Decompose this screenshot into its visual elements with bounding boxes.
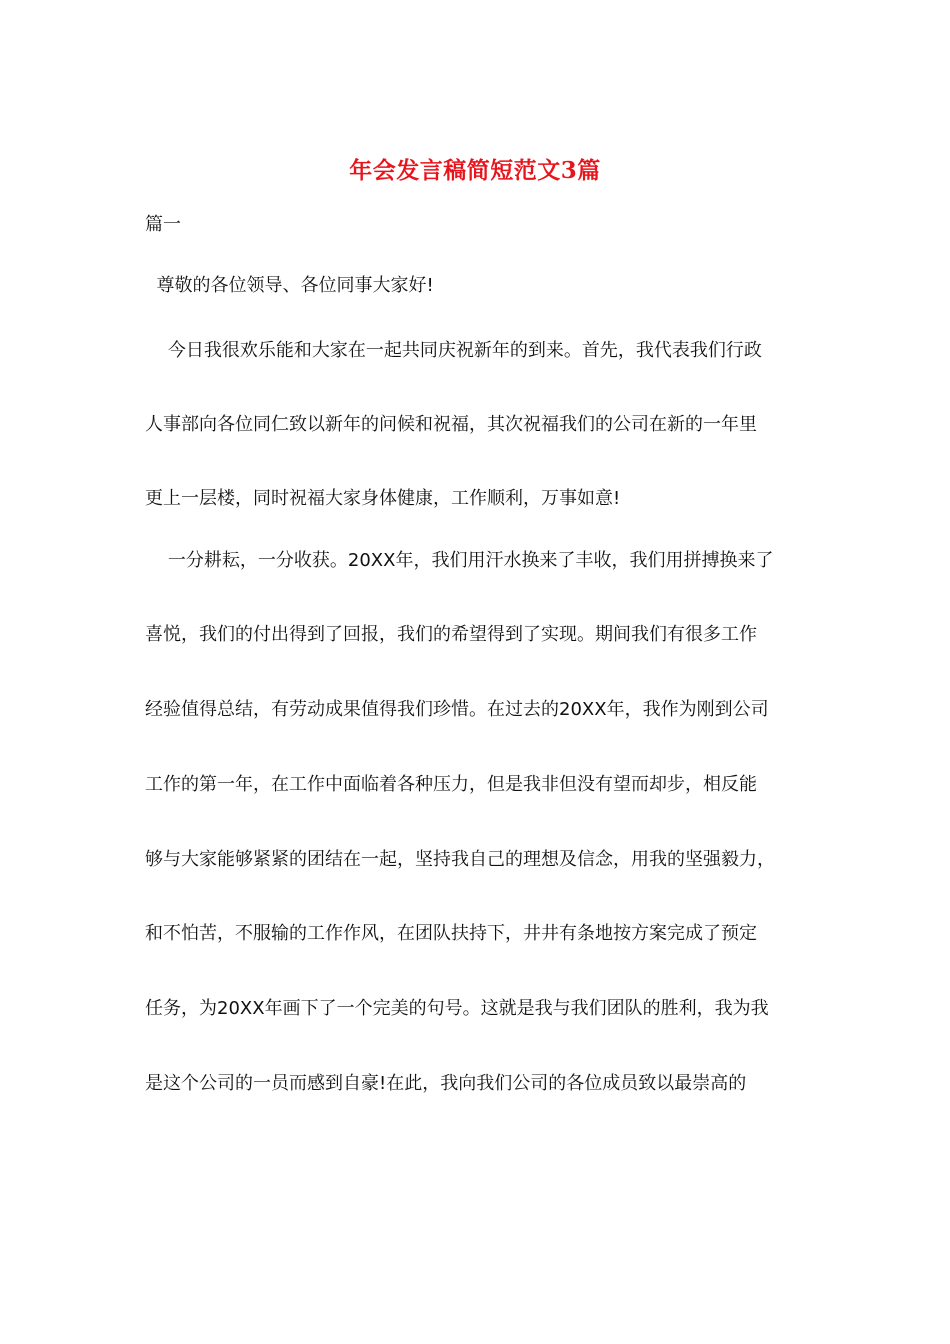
body-line: 够与大家能够紧紧的团结在一起，坚持我自己的理想及信念，用我的坚强毅力， (145, 849, 775, 870)
body-line: 喜悦，我们的付出得到了回报，我们的希望得到了实现。期间我们有很多工作 (145, 624, 757, 645)
body-line: 任务，为20XX年画下了一个完美的句号。这就是我与我们团队的胜利，我为我 (145, 998, 769, 1019)
section-label: 篇一 (145, 214, 181, 235)
body-line: 工作的第一年，在工作中面临着各种压力，但是我非但没有望而却步，相反能 (145, 774, 757, 795)
body-line: 尊敬的各位领导、各位同事大家好! (145, 275, 434, 296)
body-line: 今日我很欢乐能和大家在一起共同庆祝新年的到来。首先，我代表我们行政 (145, 340, 762, 361)
body-line: 是这个公司的一员而感到自豪!在此，我向我们公司的各位成员致以最崇高的 (145, 1073, 747, 1094)
body-line: 经验值得总结，有劳动成果值得我们珍惜。在过去的20XX年，我作为刚到公司 (145, 699, 769, 720)
body-line: 一分耕耘，一分收获。20XX年，我们用汗水换来了丰收，我们用拼搏换来了 (145, 550, 774, 571)
body-line: 更上一层楼，同时祝福大家身体健康，工作顺利，万事如意! (145, 488, 621, 509)
document-title: 年会发言稿简短范文3篇 (349, 157, 601, 184)
body-line: 和不怕苦，不服输的工作作风，在团队扶持下，井井有条地按方案完成了预定 (145, 923, 757, 944)
body-line: 人事部向各位同仁致以新年的问候和祝福，其次祝福我们的公司在新的一年里 (145, 414, 757, 435)
